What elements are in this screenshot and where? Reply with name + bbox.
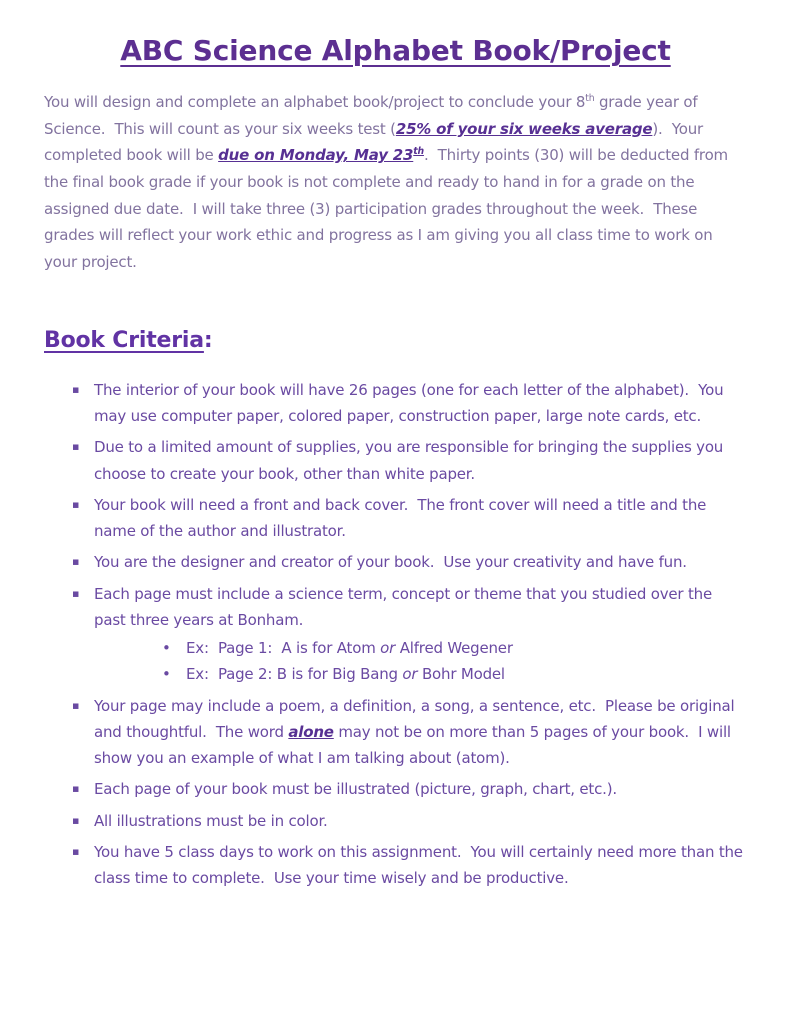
- text-segment: Each page must include a science term, concept or theme that you studied over the past three years at Bonham.: [94, 584, 717, 629]
- text-segment: The interior of your book will have 26 pages (one for each letter of the alphabet). You may use computer paper, colored paper, construction paper, large note cards, etc.: [94, 380, 728, 426]
- text-segment: Your page may include a poem, a definition, a song, a sentence, etc. Please be original and thoughtful. The word: [94, 696, 740, 741]
- text-segment: Your book will need a front and back cover. The front cover will need a title and the name of the author and illustrator.: [94, 495, 711, 541]
- text-segment: You have 5 class days to work on this assignment. You will certainly need more than the class time to complete. Use your time wisely and be productive.: [94, 842, 748, 888]
- text-segment: ). Your completed book will be: [44, 119, 708, 165]
- round-bullet-icon: •: [162, 665, 171, 684]
- text-segment: Ex: Page 1: A is for Atom: [186, 639, 381, 658]
- square-bullet-icon: ▪: [72, 813, 80, 827]
- text-segment: Alfred Wegener: [395, 639, 513, 658]
- criteria-item: [72, 693, 747, 772]
- text-segment: Due to a limited amount of supplies, you are responsible for bringing the supplies you choose to create your book, other than white paper.: [94, 438, 728, 483]
- square-bullet-icon: ▪: [72, 497, 80, 511]
- page-title: [44, 34, 747, 67]
- example-sublist: [162, 635, 747, 688]
- criteria-item: [72, 492, 747, 545]
- text-segment: Bohr Model: [417, 665, 505, 684]
- square-bullet-icon: ▪: [72, 698, 80, 712]
- criteria-item: [72, 377, 747, 430]
- text-segment: . Thirty points (30) will be deducted from the final book grade if your book is not complete and ready to hand in for a grade on the assigned due date. I will take three (3) participation grades throughout the week. These grades will reflect your work ethic and progress as I am giving you all class time to work on your project.: [44, 146, 733, 272]
- book-criteria-heading: [44, 328, 747, 353]
- example-item: [162, 661, 747, 687]
- criteria-item: [72, 808, 747, 834]
- criteria-item: [72, 776, 747, 802]
- square-bullet-icon: ▪: [72, 782, 80, 796]
- text-segment: Ex: Page 2: B is for Big Bang: [186, 665, 403, 684]
- text-segment: th: [585, 93, 595, 104]
- square-bullet-icon: ▪: [72, 555, 80, 569]
- text-segment: You will design and complete an alphabet book/project to conclude your 8: [44, 93, 586, 111]
- text-segment: alone: [288, 722, 334, 741]
- book-criteria-heading-colon: :: [203, 327, 213, 353]
- text-segment: Each page of your book must be illustrated (picture, graph, chart, etc.).: [94, 780, 617, 799]
- criteria-item: [72, 434, 747, 487]
- text-segment: th: [413, 146, 424, 158]
- text-segment: or: [380, 639, 396, 658]
- text-segment: or: [402, 665, 418, 684]
- text-segment: due on Monday, May 23: [218, 146, 414, 165]
- text-segment: grade year of Science. This will count as your six weeks test (: [44, 93, 703, 138]
- text-segment: You are the designer and creator of your book. Use your creativity and have fun.: [94, 553, 687, 572]
- book-criteria-heading-text: Book Criteria: [44, 327, 204, 353]
- criteria-item: [72, 549, 747, 575]
- intro-paragraph: [44, 89, 747, 276]
- square-bullet-icon: ▪: [72, 440, 80, 454]
- criteria-item: [72, 839, 747, 892]
- square-bullet-icon: ▪: [72, 844, 80, 858]
- criteria-list: [72, 377, 747, 892]
- example-item: [162, 635, 747, 661]
- text-segment: All illustrations must be in color.: [94, 811, 328, 830]
- square-bullet-icon: ▪: [72, 382, 80, 396]
- criteria-item: [72, 581, 747, 688]
- round-bullet-icon: •: [162, 639, 171, 658]
- text-segment: may not be on more than 5 pages of your book. I will show you an example of what I am talking about (atom).: [94, 722, 736, 768]
- square-bullet-icon: ▪: [72, 586, 80, 600]
- page-title-text: ABC Science Alphabet Book/Project: [120, 34, 671, 67]
- text-segment: 25% of your six weeks average: [395, 119, 653, 138]
